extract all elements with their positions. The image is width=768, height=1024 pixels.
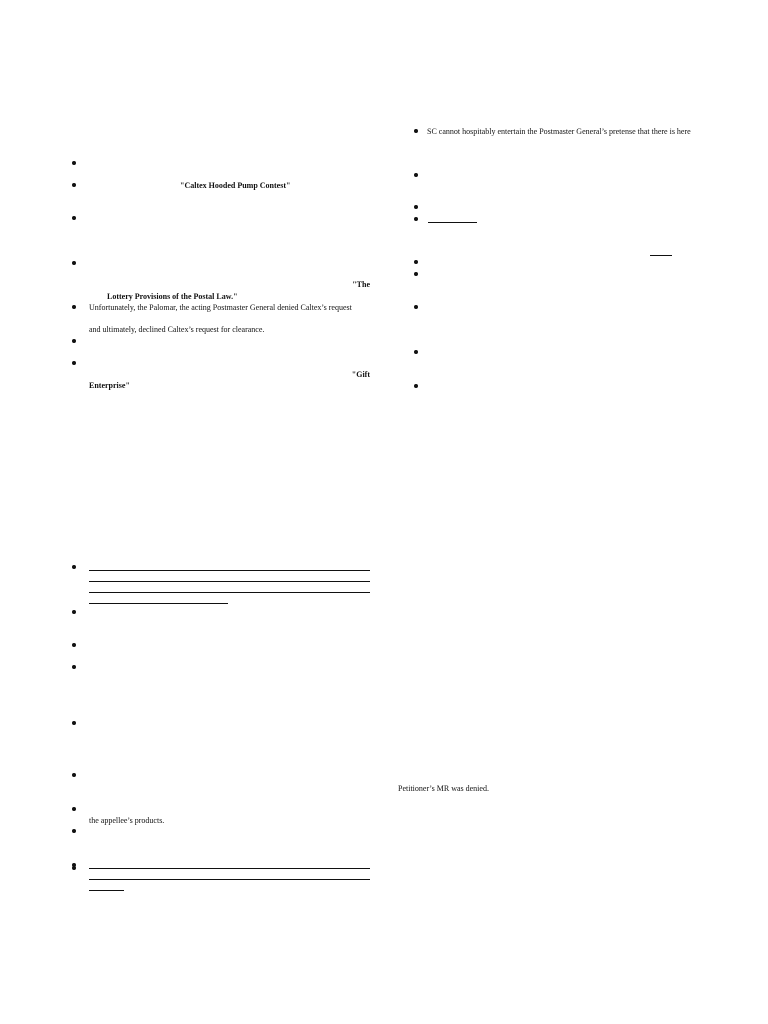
underline-rule bbox=[89, 879, 370, 880]
bullet-icon bbox=[72, 361, 76, 365]
palomar-text-line1: Unfortunately, the Palomar, the acting Postmaster General denied Caltex’s request bbox=[89, 303, 352, 312]
bullet-icon bbox=[72, 643, 76, 647]
bullet-icon bbox=[414, 217, 418, 221]
right-item-text: SC cannot hospitably entertain the Postmaster General’s pretense that there is here bbox=[427, 127, 691, 136]
bullet-icon bbox=[72, 866, 76, 870]
underline-rule bbox=[89, 890, 124, 891]
appellee-products: the appellee’s products. bbox=[89, 816, 165, 825]
bullet-icon bbox=[72, 773, 76, 777]
palomar-text-line2: and ultimately, declined Caltex’s request for clearance. bbox=[89, 325, 265, 334]
bullet-icon bbox=[72, 721, 76, 725]
enterprise-label: Enterprise" bbox=[89, 381, 130, 390]
bullet-icon bbox=[72, 339, 76, 343]
lottery-provisions: Lottery Provisions of the Postal Law." bbox=[107, 292, 238, 301]
bullet-icon bbox=[72, 305, 76, 309]
bullet-icon bbox=[72, 216, 76, 220]
underline-rule bbox=[89, 603, 228, 604]
underline-rule bbox=[89, 592, 370, 593]
underline-rule bbox=[650, 255, 672, 256]
bullet-icon bbox=[72, 261, 76, 265]
contest-name: "Caltex Hooded Pump Contest" bbox=[180, 181, 291, 190]
footer-note: Petitioner’s MR was denied. bbox=[398, 784, 489, 793]
bullet-icon bbox=[414, 350, 418, 354]
bullet-icon bbox=[72, 565, 76, 569]
bullet-icon bbox=[414, 260, 418, 264]
bullet-icon bbox=[414, 173, 418, 177]
underline-rule bbox=[89, 570, 370, 571]
bullet-icon bbox=[414, 272, 418, 276]
underline-rule bbox=[89, 581, 370, 582]
bullet-icon bbox=[414, 129, 418, 133]
bullet-icon bbox=[72, 161, 76, 165]
underline-rule bbox=[89, 868, 370, 869]
bullet-icon bbox=[72, 610, 76, 614]
bullet-icon bbox=[72, 829, 76, 833]
bullet-icon bbox=[72, 665, 76, 669]
gift-quote-start: "Gift bbox=[351, 370, 370, 379]
bullet-icon bbox=[72, 807, 76, 811]
quote-start: "The bbox=[352, 280, 370, 289]
bullet-icon bbox=[414, 205, 418, 209]
bullet-icon bbox=[414, 305, 418, 309]
underline-rule bbox=[428, 222, 477, 223]
bullet-icon bbox=[72, 183, 76, 187]
bullet-icon bbox=[414, 384, 418, 388]
